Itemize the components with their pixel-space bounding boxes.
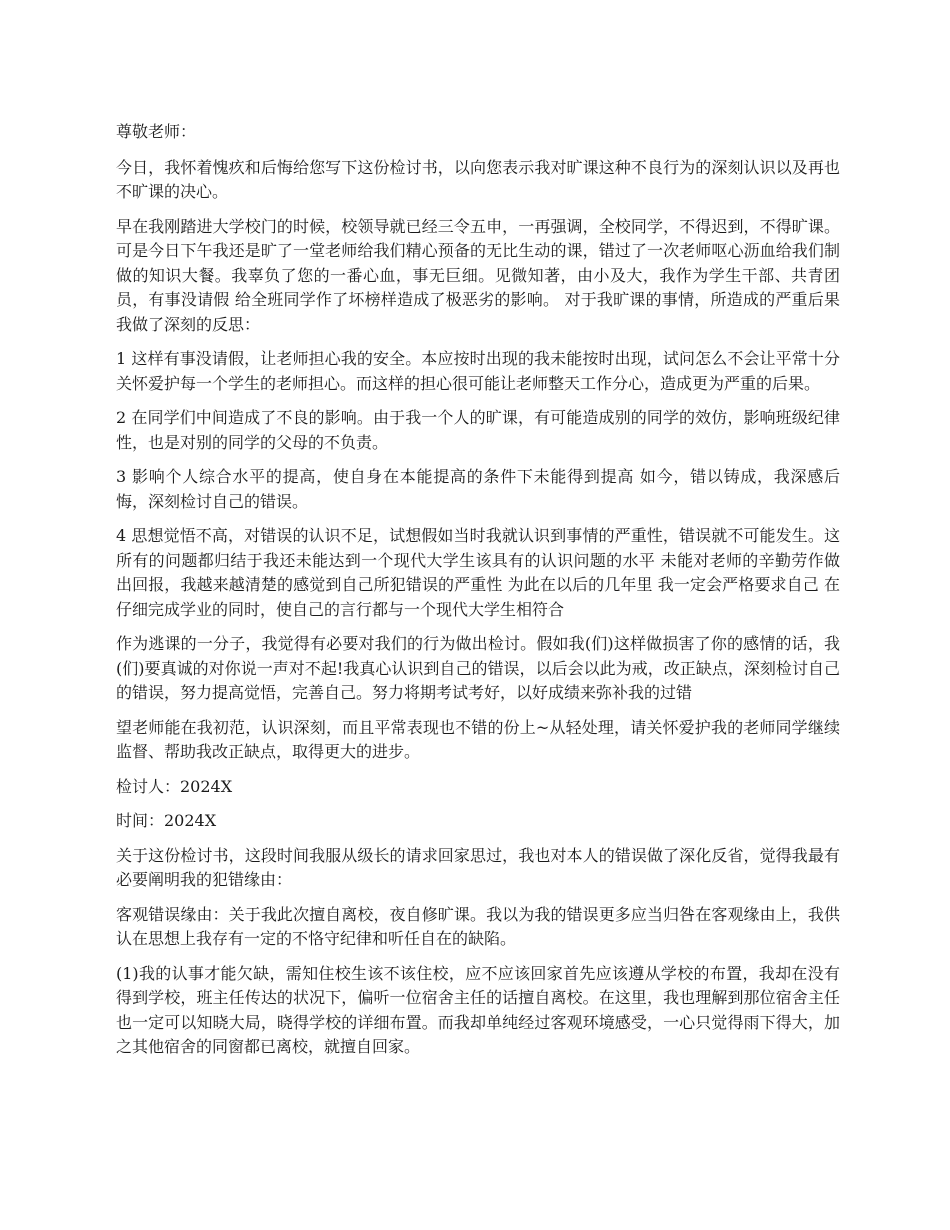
document-page — [116, 120, 840, 1070]
paragraph-second-intro: 关于这份检讨书，这段时间我服从级长的请求回家思过，我也对本人的错误做了深化反省，觉得我最有必要阐明我的犯错缘由： — [116, 845, 840, 889]
paragraph-objective-reason: 客观错误缘由：关于我此次擅自离校，夜自修旷课。我以为我的错误更多应当归咎在客观缘由上，我供认在思想上我存有一定的不恪守纪律和听任自在的缺陷。 — [116, 904, 840, 948]
paragraph-reason-1: (1)我的认事才能欠缺，需知住校生该不该住校，应不应该回家首先应该遵从学校的布置，我却在没有得到学校，班主任传达的状况下，偏听一位宿舍主任的话擅自离校。在这里，我也理解到那位宿舍主任也一定可以知晓大局，晓得学校的详细布置。而我却单纯经过客观环境感受，一心只觉得雨下得大，加之其他宿舍的同窗都已离校，就擅自回家。 — [116, 963, 840, 1056]
paragraph-background: 早在我刚踏进大学校门的时候，校领导就已经三令五申，一再强调，全校同学，不得迟到，不得旷课。可是今日下午我还是旷了一堂老师给我们精心预备的无比生动的课，错过了一次老师呕心沥血给我们制做的知识大餐。我辜负了您的一番心血，事无巨细。见微知著，由小及大，我作为学生干部、共青团员，有事没请假 给全班同学作了坏榜样造成了极恶劣的影响。 对于我旷课的事情，所造成的严重后果我做了深刻的反思： — [116, 216, 840, 334]
paragraph-reflection-1: 1 这样有事没请假，让老师担心我的安全。本应按时出现的我未能按时出现，试问怎么不会让平常十分关怀爱护每一个学生的老师担心。而这样的担心很可能让老师整天工作分心，造成更为严重的后果。 — [116, 349, 840, 393]
paragraph-request: 望老师能在我初范，认识深刻，而且平常表现也不错的份上~从轻处理，请关怀爱护我的老师同学继续监督、帮助我改正缺点，取得更大的进步。 — [116, 717, 840, 761]
paragraph-apology: 作为逃课的一分子，我觉得有必要对我们的行为做出检讨。假如我(们)这样做损害了你的感情的话，我(们)要真诚的对你说一声对不起!我真心认识到自己的错误，以后会以此为戒，改正缺点，深刻检讨自己的错误，努力提高觉悟，完善自己。努力将期考试考好，以好成绩来弥补我的过错 — [116, 634, 840, 702]
greeting: 尊敬老师： — [116, 122, 197, 141]
paragraph-reflection-4: 4 思想觉悟不高，对错误的认识不足，试想假如当时我就认识到事情的严重性，错误就不可能发生。这所有的问题都归结于我还未能达到一个现代大学生该具有的认识问题的水平 未能对老师的辛勤劳作做出回报，我越来越清楚的感觉到自己所犯错误的严重性 为此在以后的几年里 我一定会严格要求自己 在仔细完成学业的同时，使自己的言行都与一个现代大学生相符合 — [116, 526, 840, 619]
signature-line: 检讨人：2024X — [116, 776, 233, 796]
date-line: 时间：2024X — [116, 811, 217, 830]
paragraph-reflection-3: 3 影响个人综合水平的提高，使自身在本能提高的条件下未能得到提高 如今，错以铸成，我深感后悔，深刻检讨自己的错误。 — [116, 467, 840, 511]
paragraph-reflection-2: 2 在同学们中间造成了不良的影响。由于我一个人的旷课，有可能造成别的同学的效仿，影响班级纪律性，也是对别的同学的父母的不负责。 — [116, 408, 840, 452]
paragraph-intro: 今日，我怀着愧疚和后悔给您写下这份检讨书，以向您表示我对旷课这种不良行为的深刻认识以及再也不旷课的决心。 — [116, 157, 840, 201]
